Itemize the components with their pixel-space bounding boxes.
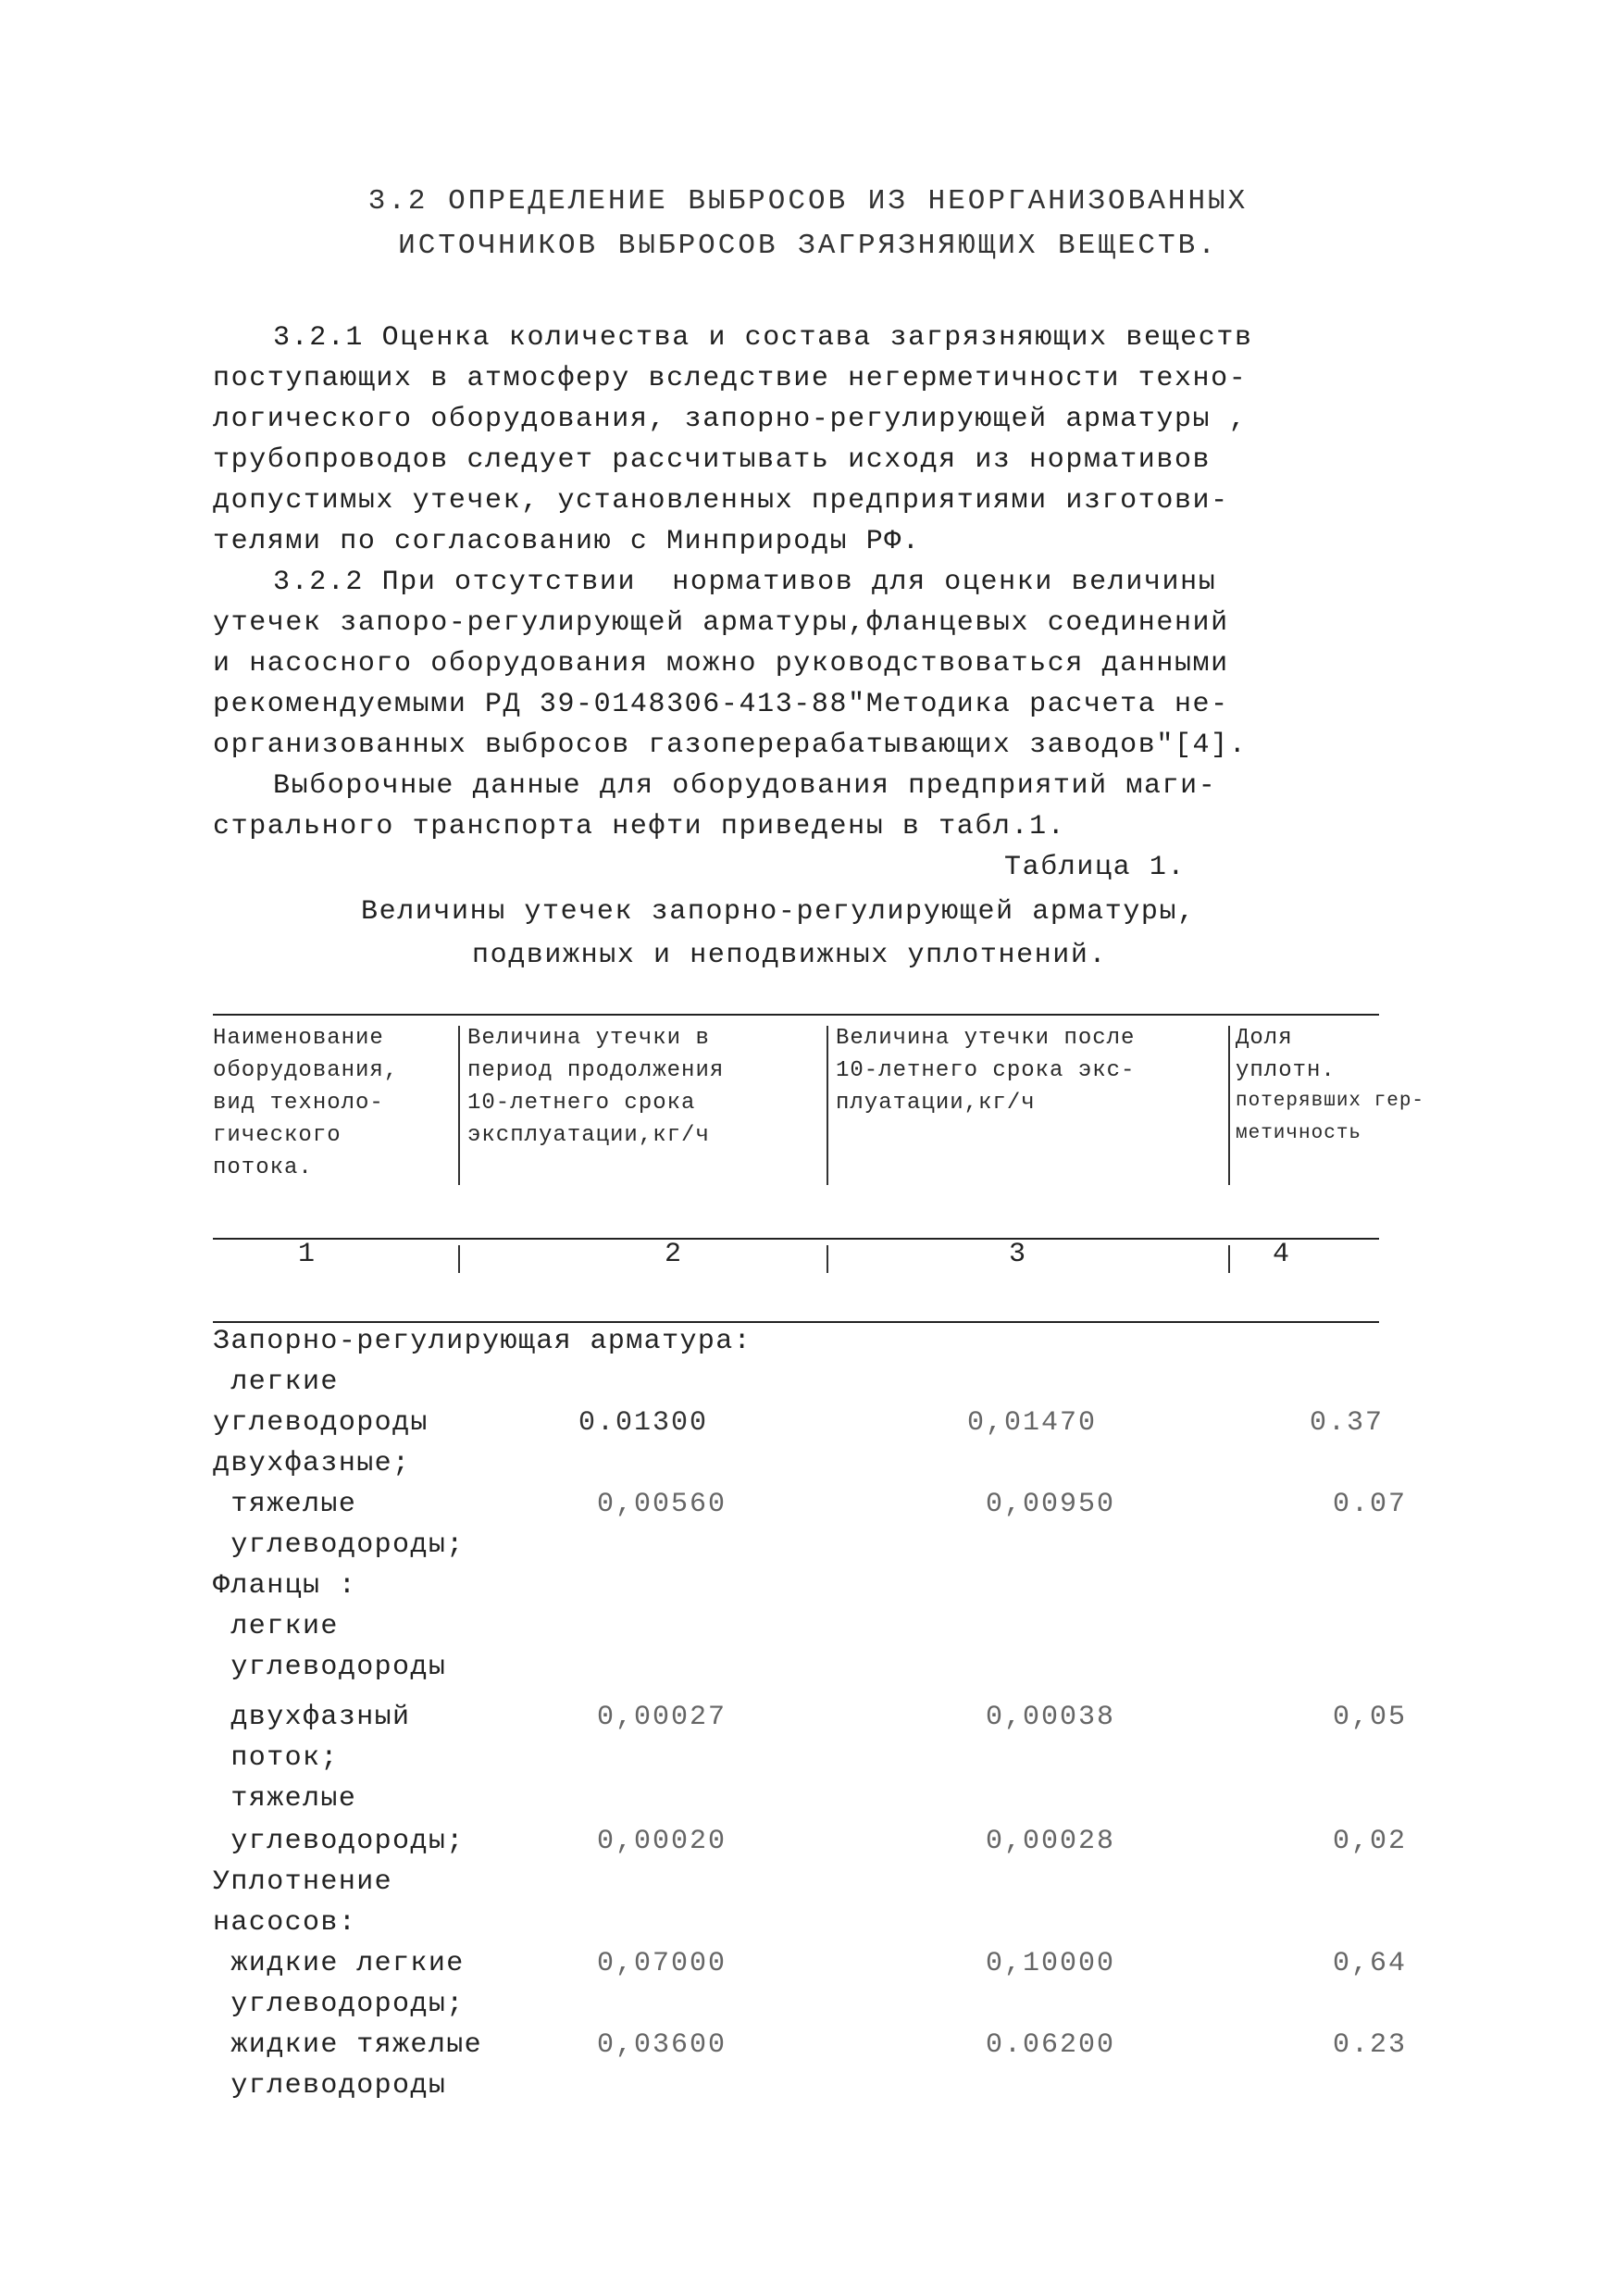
table-row-label: Запорно-регулирующая арматура:: [213, 1326, 752, 1357]
table-cell-value-col2: 0,03600: [597, 2029, 727, 2061]
table-cell-value-col3: 0,10000: [986, 1948, 1116, 1979]
header-col4-line: Доля: [1236, 1026, 1293, 1051]
table-row-label: легкие: [213, 1366, 339, 1398]
column-number: 1: [298, 1239, 316, 1270]
table-top-rule: [213, 1014, 1379, 1016]
table-row-label: поток;: [213, 1742, 339, 1774]
table-row-label: тяжелые: [213, 1783, 357, 1815]
paragraph-322-line: 3.2.2 При отсутствии нормативов для оценки величины: [273, 567, 1217, 598]
column-number-divider: [827, 1245, 828, 1273]
table-row-label: легкие: [213, 1611, 339, 1642]
paragraph-322-line: Выборочные данные для оборудования предприятий маги-: [273, 770, 1217, 802]
header-col2-line: эксплуатации,кг/ч: [467, 1123, 710, 1148]
column-number: 3: [1009, 1239, 1026, 1270]
paragraph-321-line: трубопроводов следует рассчитывать исходя из нормативов: [213, 444, 1212, 476]
paragraph-321-line: телями по согласованию с Минприроды РФ.: [213, 526, 921, 557]
table-row-label: углеводороды: [213, 2070, 447, 2102]
paragraph-322-line: утечек запоро-регулирующей арматуры,фланцевых соединений: [213, 607, 1229, 639]
header-col3-line: 10-летнего срока экс-: [836, 1058, 1136, 1083]
section-title-line-2: ИСТОЧНИКОВ ВЫБРОСОВ ЗАГРЯЗНЯЮЩИХ ВЕЩЕСТВ.: [398, 230, 1218, 262]
table-cell-value-col3: 0.06200: [986, 2029, 1116, 2061]
header-col1-line: гического: [213, 1123, 342, 1148]
table-cell-value-col4: 0.23: [1333, 2029, 1408, 2061]
table-row-label: двухфазный: [213, 1702, 411, 1733]
table-row-label: Фланцы :: [213, 1570, 357, 1602]
column-numbers-top-rule: [213, 1238, 1379, 1240]
header-col1-line: вид техноло-: [213, 1091, 384, 1116]
column-number: 4: [1273, 1239, 1290, 1270]
paragraph-321-line: логического оборудования, запорно-регулирующей арматуры ,: [213, 404, 1248, 435]
table-cell-value-col2: 0,00020: [597, 1826, 727, 1857]
table-cell-value-col4: 0.37: [1310, 1407, 1385, 1439]
table-cell-value-col4: 0,02: [1333, 1826, 1408, 1857]
paragraph-321-line: допустимых утечек, установленных предприятиями изготови-: [213, 485, 1229, 517]
header-col2-line: 10-летнего срока: [467, 1091, 696, 1116]
table-row-label: жидкие легкие: [213, 1948, 465, 1979]
header-col2-line: Величина утечки в: [467, 1026, 710, 1051]
table-cell-value-col3: 0,00038: [986, 1702, 1116, 1733]
table-row-label: углеводороды;: [213, 1826, 465, 1857]
table-label: Таблица 1.: [1004, 852, 1187, 883]
header-col1-line: Наименование: [213, 1026, 384, 1051]
paragraph-321-line: поступающих в атмосферу вследствие негерметичности техно-: [213, 363, 1248, 394]
header-col1-line: оборудования,: [213, 1058, 399, 1083]
table-cell-value-col2: 0,00560: [597, 1489, 727, 1520]
table-cell-value-col4: 0,64: [1333, 1948, 1408, 1979]
table-caption-line-2: подвижных и неподвижных уплотнений.: [472, 940, 1108, 971]
header-col3-line: Величина утечки после: [836, 1026, 1136, 1051]
column-numbers-bottom-rule: [213, 1321, 1379, 1323]
table-caption-line-1: Величины утечек запорно-регулирующей арматуры,: [361, 896, 1196, 928]
paragraph-322-line: рекомендуемыми РД 39-0148306-413-88"Методика расчета не-: [213, 689, 1229, 720]
table-cell-value-col3: 0,00950: [986, 1489, 1116, 1520]
table-cell-value-col4: 0,05: [1333, 1702, 1408, 1733]
table-cell-value-col4: 0.07: [1333, 1489, 1408, 1520]
table-row-label: углеводороды: [213, 1652, 447, 1683]
header-divider: [458, 1026, 460, 1185]
header-col4-line: потерявших гер-: [1236, 1091, 1425, 1112]
column-number-divider: [458, 1245, 460, 1273]
table-row-label: углеводороды: [213, 1407, 429, 1439]
paragraph-321-line: 3.2.1 Оценка количества и состава загрязняющих веществ: [273, 322, 1253, 354]
table-row-label: тяжелые: [213, 1489, 357, 1520]
paragraph-322-line: организованных выбросов газоперерабатывающих заводов"[4].: [213, 730, 1248, 761]
table-cell-value-col2: 0.01300: [578, 1407, 709, 1439]
paragraph-322-line: стрального транспорта нефти приведены в табл.1.: [213, 811, 1066, 842]
table-cell-value-col3: 0,01470: [967, 1407, 1098, 1439]
table-row-label: двухфазные;: [213, 1448, 411, 1479]
column-number: 2: [665, 1239, 682, 1270]
header-col3-line: плуатации,кг/ч: [836, 1091, 1036, 1116]
table-row-label: насосов:: [213, 1907, 357, 1939]
table-row-label: углеводороды;: [213, 1529, 465, 1561]
table-cell-value-col2: 0,00027: [597, 1702, 727, 1733]
header-divider: [827, 1026, 828, 1185]
header-col4-line: метичность: [1236, 1123, 1362, 1144]
table-row-label: жидкие тяжелые: [213, 2029, 483, 2061]
paragraph-322-line: и насосного оборудования можно руководствоваться данными: [213, 648, 1229, 680]
column-number-divider: [1228, 1245, 1230, 1273]
table-row-label: Уплотнение: [213, 1866, 393, 1898]
header-col2-line: период продолжения: [467, 1058, 725, 1083]
table-row-label: углеводороды;: [213, 1989, 465, 2020]
table-cell-value-col3: 0,00028: [986, 1826, 1116, 1857]
table-cell-value-col2: 0,07000: [597, 1948, 727, 1979]
header-col4-line: уплотн.: [1236, 1058, 1336, 1083]
section-title-line-1: 3.2 ОПРЕДЕЛЕНИЕ ВЫБРОСОВ ИЗ НЕОРГАНИЗОВАННЫХ: [367, 185, 1249, 218]
header-col1-line: потока.: [213, 1155, 313, 1180]
header-divider: [1228, 1026, 1230, 1185]
